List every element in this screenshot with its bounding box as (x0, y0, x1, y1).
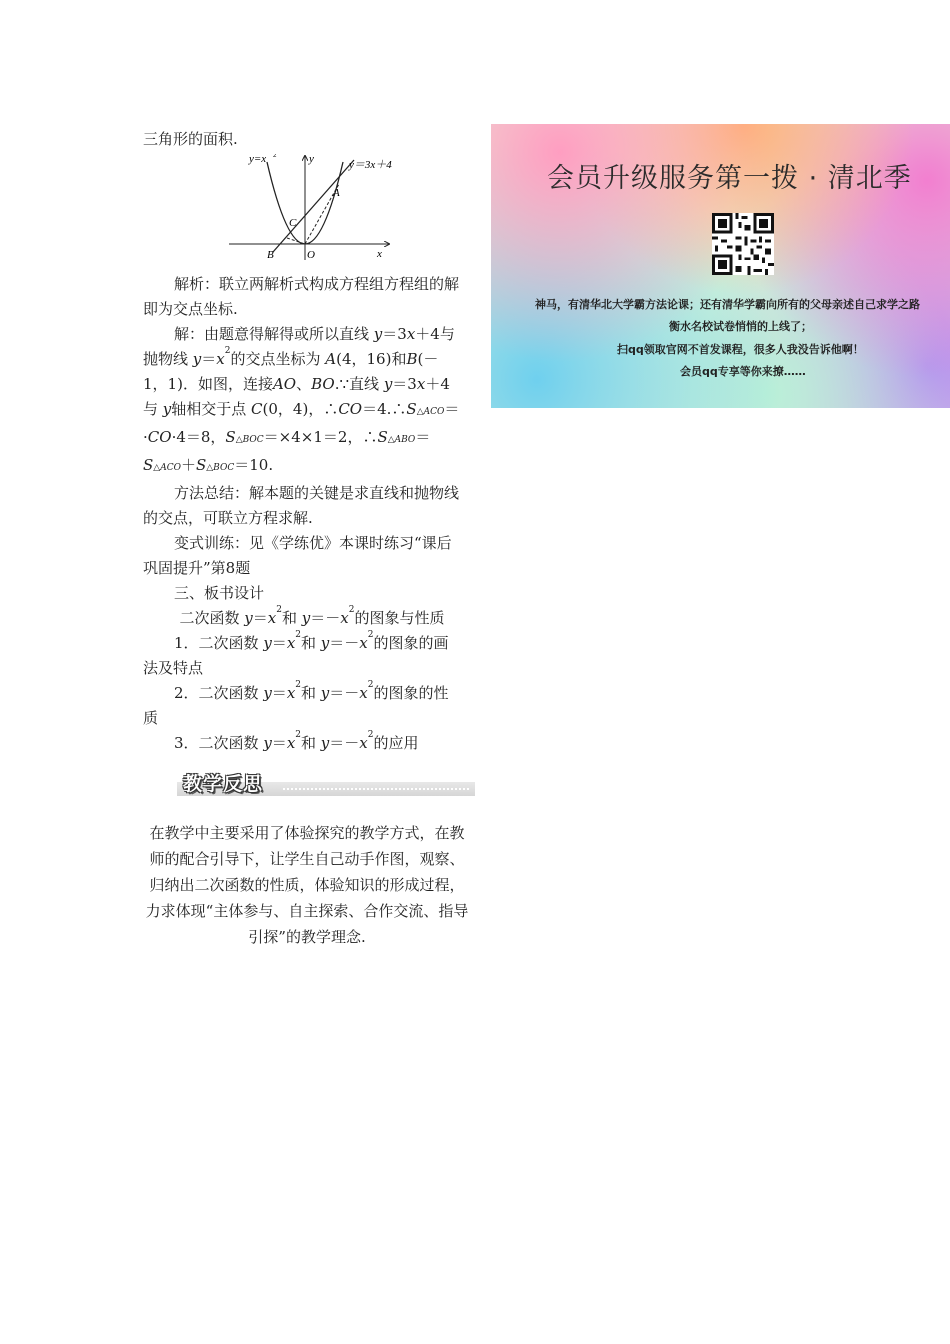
point-o-label: O (307, 249, 315, 261)
y-axis-label: y (309, 154, 314, 165)
intro-line: 三角形的面积. (143, 130, 238, 148)
reflection-text: 在教学中主要采用了体验探究的教学方式，在教师的配合引导下，让学生自己动手作图，观察、归纳出二次函数的性质，体验知识的形成过程，力求体现“主体参与、自主探索、合作交流、指导引探”的教学理念. (145, 824, 469, 946)
reflection-title: 教学反思 (183, 773, 264, 795)
curve-label: y=x (249, 154, 267, 165)
x-axis-label: x (377, 248, 382, 260)
line-label: y＝3x＋4 (349, 159, 392, 171)
point-b-label: B (267, 249, 274, 261)
curve-label-exp: 2 (273, 154, 277, 159)
line-curve (273, 160, 354, 252)
board-item-3: 3．二次函数 $y=x^2$和 $y=-x^2$的应用 (174, 730, 419, 752)
parabola-line-graph (229, 154, 399, 266)
banner-line-3: 扫qq领取官网不首发课程，很多人我没告诉他啊！ (617, 343, 864, 356)
banner-line-4: 会员qq专享等你来撩…… (680, 365, 806, 378)
board-item-1: 1．二次函数 $y=x^2$和 $y=-x^2$的图象的画法及特点 (143, 630, 449, 677)
analysis-paragraph: 解析：联立两解析式构成方程组方程组的解即为交点坐标. (143, 275, 460, 318)
variation-training: 变式训练：见《学练优》本课时练习“课后巩固提升”第8题 (143, 534, 452, 577)
main-column (143, 127, 461, 756)
reflection-header-dots (283, 788, 469, 790)
qr-code-icon[interactable] (712, 213, 774, 275)
point-c-label: C (289, 217, 297, 229)
board-title: 二次函数 $y=x^2$和 $y=-x^2$的图象与性质 (179, 605, 445, 627)
solution-paragraph: 解：由题意得解得或所以直线 y＝3x＋4与抛物线 $y=x^2$的交点坐标为 A(4，16)和B(－1，1)．如图，连接AO、BO.∵直线 y＝3x＋4与 y轴相交于点 C(0，4)，∴CO＝4.∴S△ACO＝·CO·4＝8，S△BOC＝×4×1＝2，∴S△ABO＝S△ACO＋S△BOC＝10. (143, 325, 460, 474)
point-a-label: A (333, 187, 340, 199)
banner-line-1: 神马，有清华北大学霸方法论课；还有清华学霸向所有的父母亲述自己求学之路 (535, 298, 920, 311)
board-item-2: 2．二次函数 $y=x^2$和 $y=-x^2$的图象的性质 (143, 680, 449, 727)
board-design-heading: 三、板书设计 (174, 584, 265, 602)
banner-line-2: 衡水名校试卷悄悄的上线了； (669, 320, 812, 333)
promo-banner[interactable] (491, 124, 950, 408)
banner-title: 会员升级服务第一拨 · 清北季 (547, 163, 912, 194)
method-summary: 方法总结：解本题的关键是求直线和抛物线的交点，可联立方程求解. (143, 484, 460, 527)
